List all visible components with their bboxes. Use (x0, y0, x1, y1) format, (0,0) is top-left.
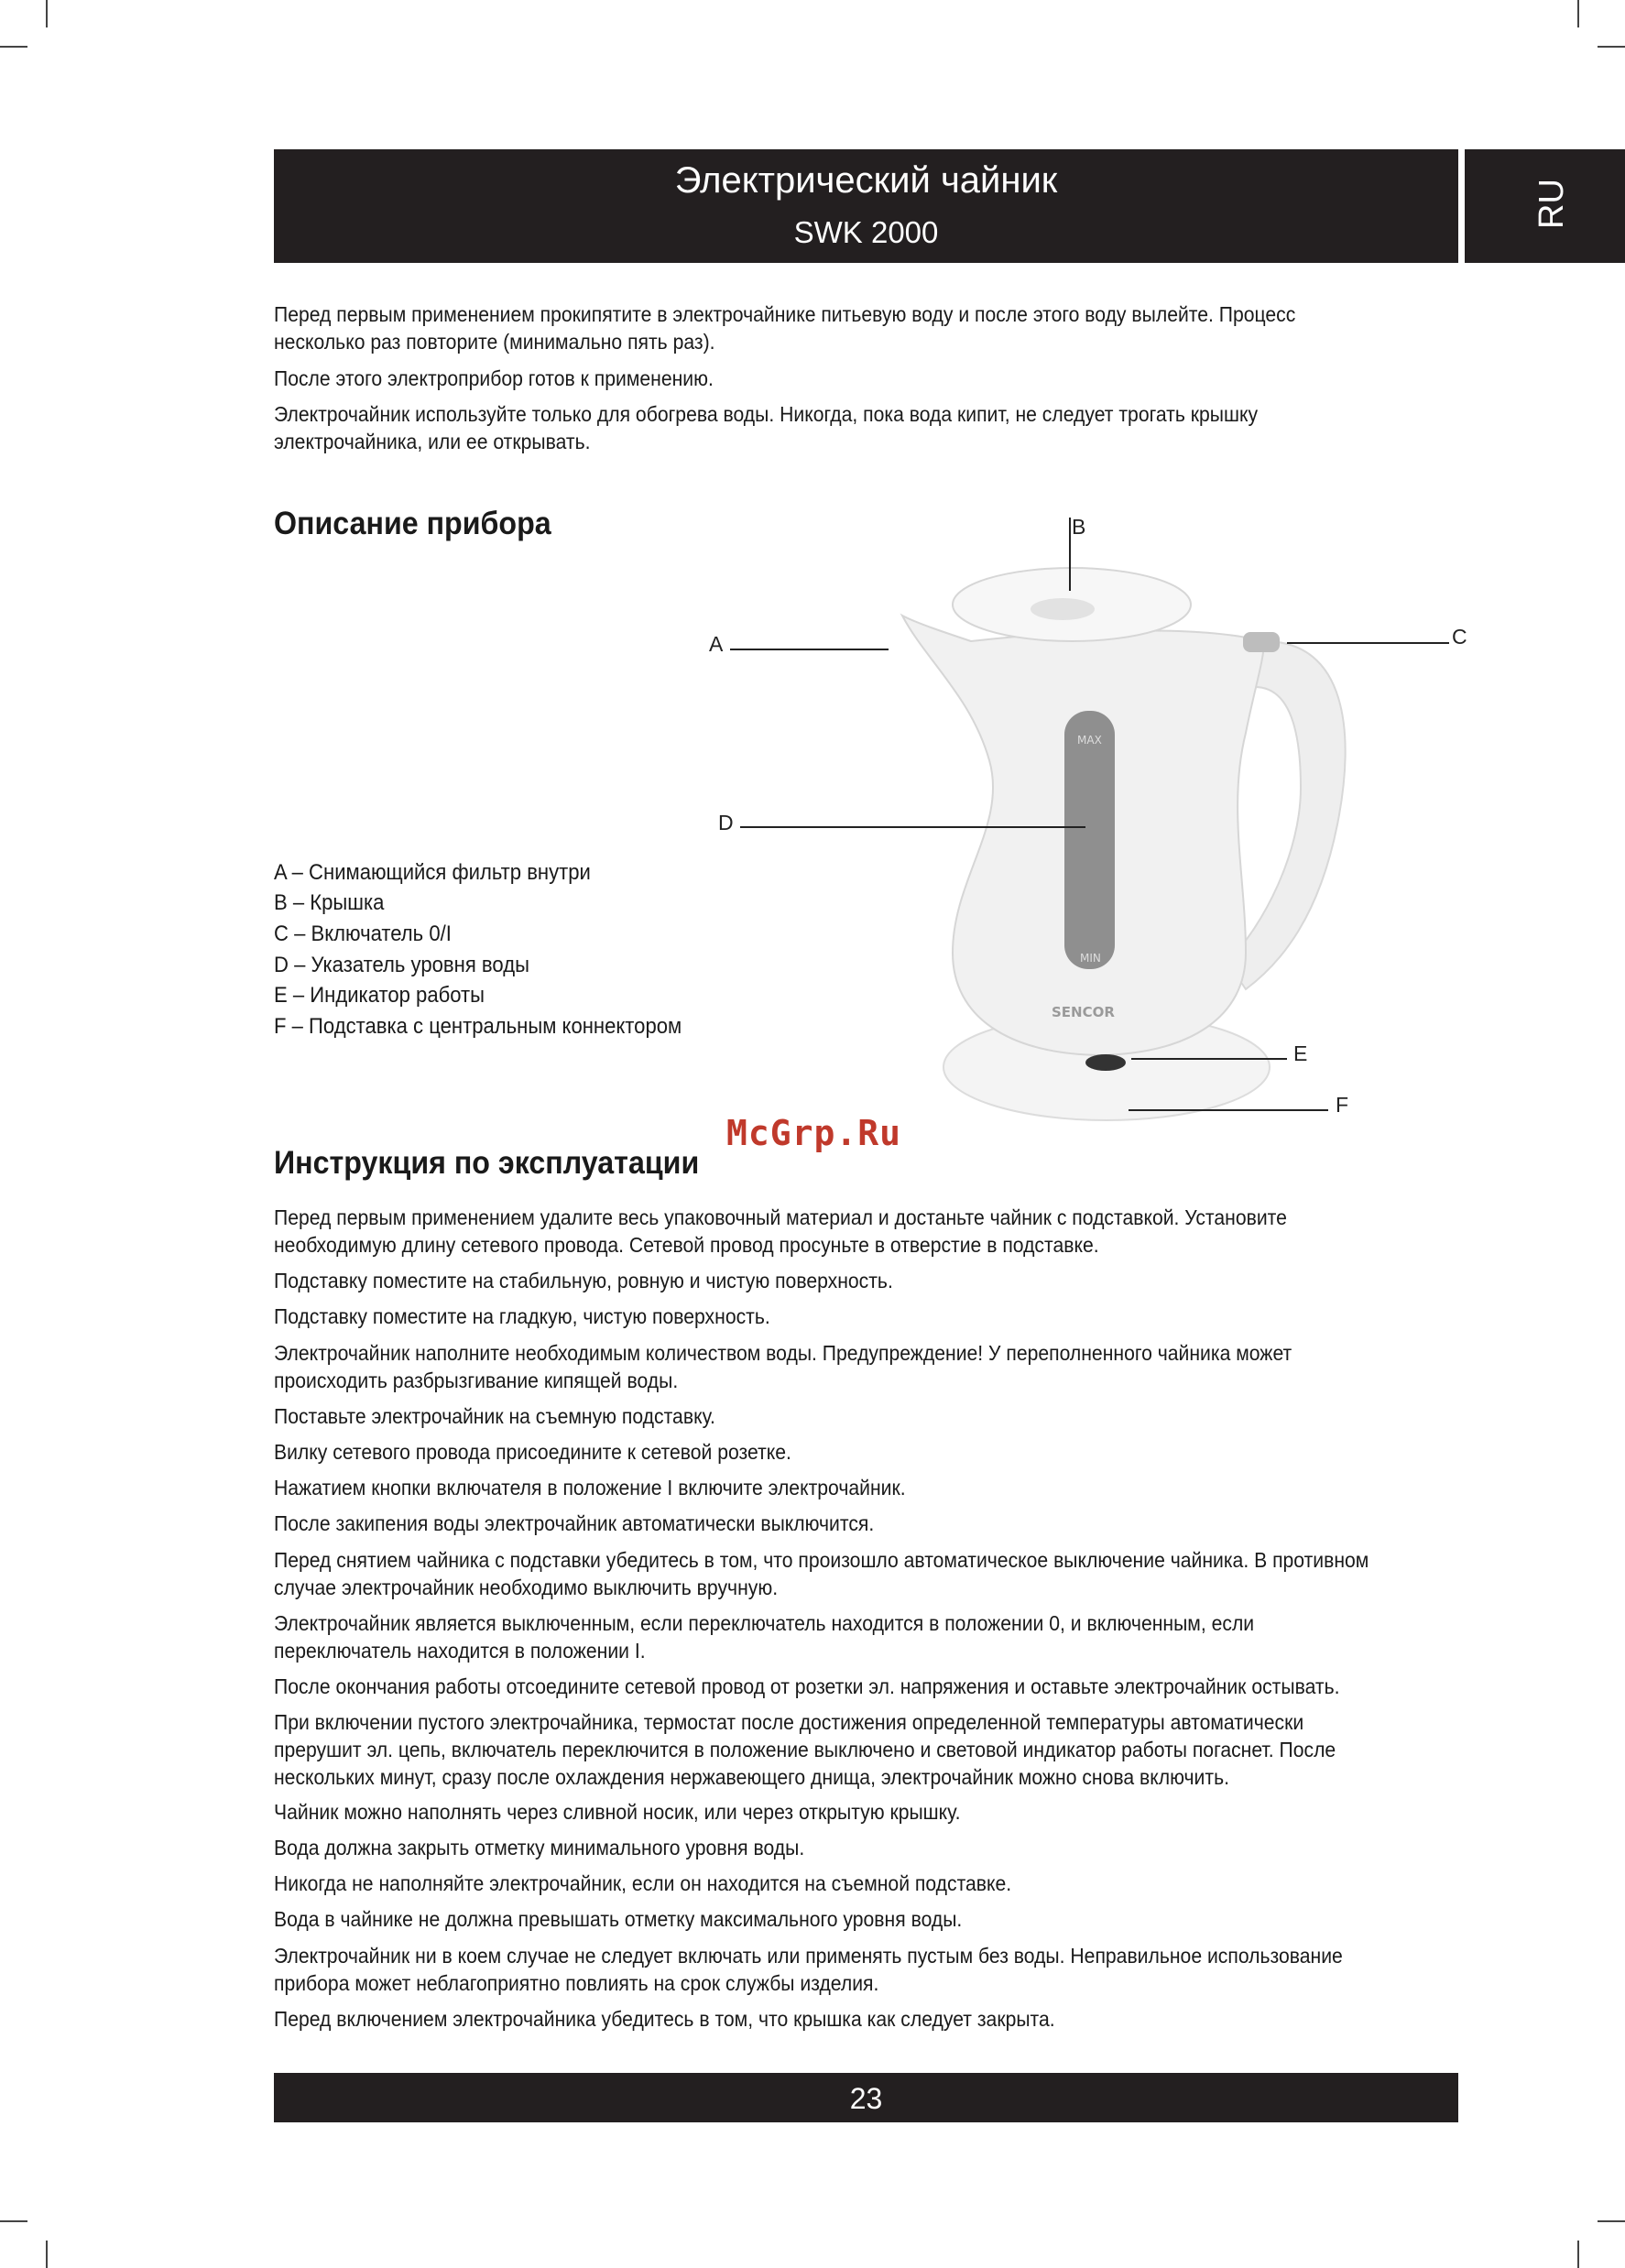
water-level-gauge (1064, 711, 1115, 969)
instruction-paragraph: Поставьте электрочайник на съемную подставку. (274, 1404, 715, 1428)
instruction-paragraph: Вода в чайнике не должна превышать отметку максимального уровня воды. (274, 1907, 963, 1931)
callout-label-b: B (1072, 515, 1086, 539)
legend-item: C – Включатель 0/I (274, 921, 452, 946)
callout-label-e: E (1293, 1041, 1308, 1065)
callout-label-a: A (709, 632, 724, 656)
power-switch (1243, 632, 1280, 652)
legend-item: F – Подставка с центральным коннектором (274, 1014, 682, 1039)
watermark-text: McGrp.Ru (726, 1113, 902, 1153)
crop-mark (1598, 2220, 1625, 2222)
gauge-max-label: MAX (1077, 734, 1102, 747)
model-name: SWK 2000 (793, 215, 939, 249)
instruction-paragraph: Электрочайник ни в коем случае не следует включать или применять пустым без воды. Неправильное использование прибора может неблагоприятно повлиять на срок службы изделия. (274, 1944, 1343, 1995)
callout-label-c: C (1452, 625, 1467, 649)
legend-item: E – Индикатор работы (274, 983, 485, 1008)
section-heading-instructions: Инструкция по эксплуатации (274, 1145, 700, 1181)
instruction-paragraph: Вода должна закрыть отметку минимального уровня воды. (274, 1836, 805, 1859)
instruction-paragraph: Электрочайник является выключенным, если переключатель находится в положении 0, и включенным, если переключатель находится в положении I. (274, 1611, 1255, 1663)
crop-mark (46, 2241, 48, 2268)
kettle-brand: SENCOR (1052, 1004, 1115, 1020)
footer-bar (274, 2073, 1458, 2122)
instruction-paragraph: Перед включением электрочайника убедитесь в том, что крышка как следует закрыта. (274, 2007, 1055, 2031)
crop-mark (0, 2220, 27, 2222)
instruction-paragraph: Перед первым применением удалите весь упаковочный материал и достаньте чайник с подставкой. Установите необходимую длину сетевого провода. Сетевой провод просуньте в отверстие в подставке. (274, 1205, 1287, 1257)
gauge-min-label: MIN (1080, 952, 1101, 965)
power-indicator (1085, 1054, 1126, 1071)
instruction-paragraph: Подставку поместите на гладкую, чистую поверхность. (274, 1304, 770, 1328)
crop-mark (1577, 2241, 1579, 2268)
legend-item: B – Крышка (274, 890, 385, 915)
instruction-paragraph: Нажатием кнопки включателя в положение I включите электрочайник. (274, 1476, 906, 1499)
section-heading-description: Описание прибора (274, 506, 551, 541)
page-number: 23 (849, 2082, 883, 2115)
legend-item: A – Снимающийся фильтр внутри (274, 860, 591, 885)
lid-button (1031, 598, 1095, 620)
instruction-paragraph: Вилку сетевого провода присоедините к сетевой розетке. (274, 1440, 791, 1464)
instruction-paragraph: Никогда не наполняйте электрочайник, если он находится на съемной подставке. (274, 1871, 1012, 1895)
instruction-paragraph: При включении пустого электрочайника, термостат после достижения определенной температуры автоматически прерушит эл. цепь, включатель переключится в положение выключено и световой индикатор работы погаснет. После нескольких минут, сразу после охлаждения нержавеющего днища, электрочайник можно снова включить. (274, 1710, 1336, 1789)
callout-label-f: F (1336, 1093, 1349, 1117)
instruction-paragraph: Подставку поместите на стабильную, ровную и чистую поверхность. (274, 1269, 893, 1292)
instruction-paragraph: Чайник можно наполнять через сливной носик, или через открытую крышку. (274, 1800, 961, 1824)
callout-label-d: D (718, 811, 734, 834)
legend-item: D – Указатель уровня воды (274, 953, 529, 977)
intro-paragraph: Электрочайник используйте только для обогрева воды. Никогда, пока вода кипит, не следует трогать крышку электрочайника, или ее открывать. (274, 402, 1259, 453)
instruction-paragraph: После закипения воды электрочайник автоматически выключится. (274, 1511, 875, 1535)
intro-paragraph: После этого электроприбор готов к применению. (274, 366, 714, 390)
intro-paragraph: Перед первым применением прокипятите в электрочайнике питьевую воду и после этого воду вылейте. Процесс несколько раз повторите (минимально пять раз). (274, 302, 1296, 354)
instruction-paragraph: Электрочайник наполните необходимым количеством воды. Предупреждение! У переполненного чайника может происходить разбрызгивание кипящей воды. (274, 1341, 1292, 1392)
page-title: Электрический чайник (674, 160, 1058, 201)
language-code: RU (1532, 179, 1571, 229)
instruction-paragraph: Перед снятием чайника с подставки убедитесь в том, что произошло автоматическое выключение чайника. В противном случае электрочайник необходимо выключить вручную. (274, 1548, 1369, 1599)
instruction-paragraph: После окончания работы отсоедините сетевой провод от розетки эл. напряжения и оставьте электрочайник остывать. (274, 1674, 1340, 1698)
